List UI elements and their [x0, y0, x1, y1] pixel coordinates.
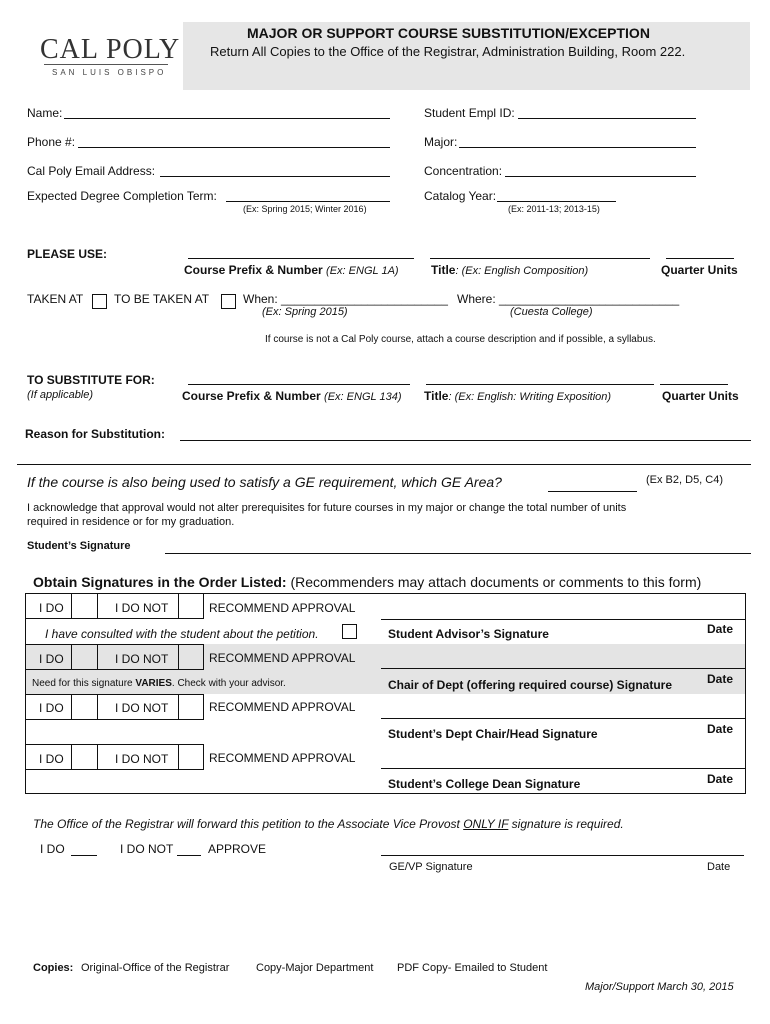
catalog-year-field[interactable]: [497, 201, 616, 202]
advisor-signer-label: Student Advisor’s Signature: [388, 627, 549, 641]
dean-i-do-not-box[interactable]: [179, 744, 204, 770]
please-use-label: PLEASE USE:: [27, 247, 108, 261]
name-field[interactable]: [64, 118, 390, 119]
dean-date-label: Date: [707, 772, 734, 786]
advisor-note: I have consulted with the student about the petition.: [45, 627, 319, 641]
head-i-do-label: I DO: [39, 701, 64, 715]
concentration-label: Concentration:: [424, 164, 503, 178]
chair-recommend-label: RECOMMEND APPROVAL: [209, 651, 356, 665]
advisor-i-do-not-cell: [98, 594, 179, 619]
registrar-note-post: signature is required.: [508, 817, 624, 831]
completion-term-hint: (Ex: Spring 2015; Winter 2016): [243, 204, 367, 214]
student-signature-field[interactable]: [165, 553, 751, 554]
dean-i-do-label: I DO: [39, 752, 64, 766]
head-i-do-not-box[interactable]: [179, 694, 204, 720]
quarter-units-field[interactable]: [666, 258, 734, 259]
advisor-i-do-not-box[interactable]: [179, 594, 204, 619]
advisor-signature-line[interactable]: [381, 619, 745, 620]
course-title-caption-text: Title: [431, 263, 456, 277]
advisor-i-do-box[interactable]: [72, 594, 98, 619]
advisor-consulted-checkbox[interactable]: [342, 624, 357, 639]
advisor-i-do-not-label: I DO NOT: [115, 601, 169, 615]
registrar-i-do-field[interactable]: [71, 855, 97, 856]
reason-field-line-2[interactable]: [17, 464, 751, 465]
chair-date-label: Date: [707, 672, 734, 686]
registrar-i-do-label: I DO: [40, 842, 65, 856]
catalog-year-hint: (Ex: 2011-13; 2013-15): [508, 204, 600, 214]
sub-course-title-caption-text: Title: [424, 389, 449, 403]
ge-area-hint: (Ex B2, D5, C4): [646, 474, 724, 486]
completion-term-label: Expected Degree Completion Term:: [27, 189, 217, 203]
registrar-i-do-not-field[interactable]: [177, 855, 201, 856]
acknowledge-text-1: I acknowledge that approval would not alter prerequisites for future courses in my major or change the total number of units: [27, 502, 627, 514]
sub-course-title-field[interactable]: [426, 384, 654, 385]
empl-id-label: Student Empl ID:: [424, 106, 515, 120]
sub-course-prefix-caption: [182, 389, 402, 403]
chair-signer-label: Chair of Dept (offering required course) Signature: [388, 678, 673, 692]
chair-i-do-cell: [26, 644, 72, 670]
registrar-i-do-not-label: I DO NOT: [120, 842, 174, 856]
signatures-heading-bold: Obtain Signatures in the Order Listed:: [33, 574, 287, 590]
logo-wordmark: CAL POLY: [40, 34, 181, 65]
advisor-date-label: Date: [707, 622, 734, 636]
chair-note-post: . Check with your advisor.: [171, 678, 286, 689]
chair-i-do-label: I DO: [39, 652, 64, 666]
signature-row-dept-head: [26, 694, 745, 744]
registrar-note-underline: ONLY IF: [463, 817, 509, 831]
substitute-sub-label: (If applicable): [27, 389, 94, 401]
advisor-i-do-label: I DO: [39, 601, 64, 615]
sub-course-prefix-caption-text: Course Prefix & Number: [182, 389, 321, 403]
sub-course-title-hint: : (Ex: English: Writing Exposition): [448, 391, 612, 403]
quarter-units-caption: Quarter Units: [661, 263, 738, 277]
taken-at-label: TAKEN AT: [27, 292, 84, 306]
chair-note-bold: VARIES: [135, 678, 172, 689]
signature-table: [25, 593, 746, 794]
sub-course-title-caption: [424, 389, 611, 403]
chair-note: [32, 678, 286, 689]
head-i-do-box[interactable]: [72, 694, 98, 720]
registrar-approve-label: APPROVE: [208, 842, 267, 856]
where-field[interactable]: Where: ___________________________: [457, 292, 680, 306]
form-subtitle: Return All Copies to the Office of the Registrar, Administration Building, Room 222.: [210, 44, 686, 59]
head-signature-line[interactable]: [381, 718, 745, 719]
course-prefix-caption-text: Course Prefix & Number: [184, 263, 323, 277]
major-field[interactable]: [459, 147, 696, 148]
dean-i-do-cell: [26, 744, 72, 770]
taken-at-checkbox[interactable]: [92, 294, 107, 309]
form-version: Major/Support March 30, 2015: [585, 981, 734, 993]
advisor-recommend-label: RECOMMEND APPROVAL: [209, 601, 356, 615]
sub-quarter-units-caption: Quarter Units: [662, 389, 739, 403]
completion-term-field[interactable]: [226, 201, 390, 202]
concentration-field[interactable]: [505, 176, 696, 177]
course-prefix-hint: (Ex: ENGL 1A): [326, 265, 399, 277]
course-title-caption: [431, 263, 588, 277]
dean-i-do-not-label: I DO NOT: [115, 752, 169, 766]
ge-question: If the course is also being used to satisfy a GE requirement, which GE Area?: [27, 474, 502, 490]
reason-label: Reason for Substitution:: [25, 427, 165, 441]
phone-field[interactable]: [78, 147, 390, 148]
sub-course-prefix-hint: (Ex: ENGL 134): [324, 391, 402, 403]
head-i-do-cell: [26, 694, 72, 720]
name-label: Name:: [27, 106, 63, 120]
signatures-heading: [33, 574, 701, 590]
chair-i-do-not-box[interactable]: [179, 644, 204, 670]
email-label: Cal Poly Email Address:: [27, 164, 156, 178]
signatures-heading-rest: (Recommenders may attach documents or comments to this form): [286, 574, 702, 590]
signature-row-college-dean: [26, 744, 745, 793]
ge-vp-signature-label: GE/VP Signature: [389, 861, 473, 873]
chair-signature-line[interactable]: [381, 668, 745, 669]
to-be-taken-at-checkbox[interactable]: [221, 294, 236, 309]
logo-subtitle: SAN LUIS OBISPO: [52, 68, 167, 77]
chair-i-do-not-cell: [98, 644, 179, 670]
registrar-note: [33, 817, 624, 831]
chair-i-do-box[interactable]: [72, 644, 98, 670]
when-hint: (Ex: Spring 2015): [262, 306, 348, 318]
course-title-field[interactable]: [430, 258, 650, 259]
dean-i-do-box[interactable]: [72, 744, 98, 770]
head-date-label: Date: [707, 722, 734, 736]
reason-field[interactable]: [180, 440, 751, 441]
student-signature-label: Student’s Signature: [27, 540, 131, 552]
catalog-year-label: Catalog Year:: [424, 189, 497, 203]
course-title-hint: : (Ex: English Composition): [455, 265, 589, 277]
when-field[interactable]: When: _________________________: [243, 292, 448, 306]
registrar-note-pre: The Office of the Registrar will forward this petition to the Associate Vice Provost: [33, 817, 464, 831]
major-label: Major:: [424, 135, 458, 149]
course-prefix-field[interactable]: [188, 258, 414, 259]
copy-major-dept: Copy-Major Department: [256, 962, 374, 974]
sub-course-prefix-field[interactable]: [188, 384, 410, 385]
copies-label: Copies:: [33, 962, 74, 974]
copy-pdf: PDF Copy- Emailed to Student: [397, 962, 548, 974]
ge-area-field[interactable]: [548, 491, 637, 492]
head-signer-label: Student’s Dept Chair/Head Signature: [388, 727, 598, 741]
chair-note-pre: Need for this signature: [32, 678, 136, 689]
dean-recommend-label: RECOMMEND APPROVAL: [209, 751, 356, 765]
chair-i-do-not-label: I DO NOT: [115, 652, 169, 666]
logo-divider: [44, 64, 168, 65]
empl-id-field[interactable]: [518, 118, 696, 119]
to-be-taken-at-label: TO BE TAKEN AT: [114, 292, 210, 306]
email-field[interactable]: [160, 176, 390, 177]
advisor-i-do-cell: [26, 594, 72, 619]
ge-vp-date-label: Date: [707, 861, 731, 873]
ge-vp-signature-line[interactable]: [381, 855, 744, 856]
dean-i-do-not-cell: [98, 744, 179, 770]
signature-row-dept-chair-offering: [26, 644, 745, 694]
head-i-do-not-cell: [98, 694, 179, 720]
copy-original: Original-Office of the Registrar: [81, 962, 230, 974]
acknowledge-text-2: required in residence or for my graduation.: [27, 516, 235, 528]
phone-label: Phone #:: [27, 135, 76, 149]
form-title: MAJOR OR SUPPORT COURSE SUBSTITUTION/EXCEPTION: [247, 25, 650, 41]
head-i-do-not-label: I DO NOT: [115, 701, 169, 715]
dean-signature-line[interactable]: [381, 768, 745, 769]
where-hint: (Cuesta College): [510, 306, 593, 318]
signature-row-advisor: [26, 594, 745, 644]
head-recommend-label: RECOMMEND APPROVAL: [209, 700, 356, 714]
non-calpoly-note: If course is not a Cal Poly course, attach a course description and if possible, a syllabus.: [265, 334, 656, 345]
substitute-label: TO SUBSTITUTE FOR:: [27, 373, 155, 387]
course-prefix-caption: [184, 263, 399, 277]
dean-signer-label: Student’s College Dean Signature: [388, 777, 581, 791]
sub-quarter-units-field[interactable]: [660, 384, 728, 385]
